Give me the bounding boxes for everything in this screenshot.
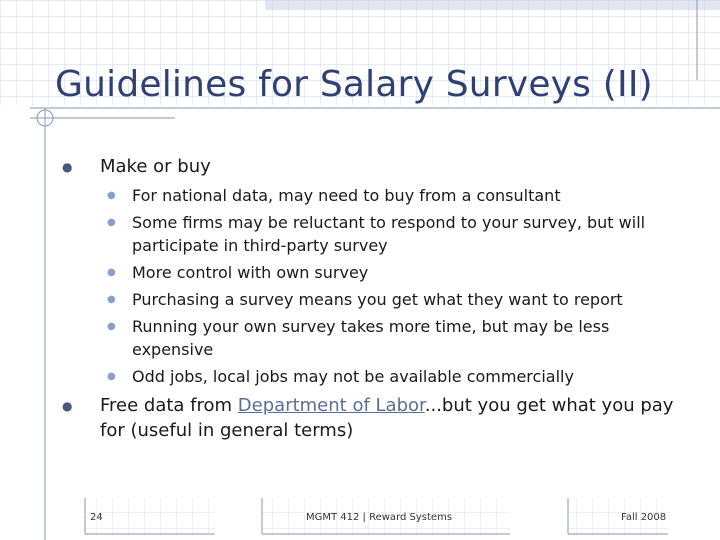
bullet-dot-icon: ● bbox=[62, 160, 73, 174]
department-of-labor-link[interactable]: Department of Labor bbox=[237, 395, 425, 416]
sub-bullet-text: More control with own survey bbox=[132, 263, 369, 282]
footer-course: MGMT 412 | Reward Systems bbox=[306, 512, 453, 523]
page-number: 24 bbox=[90, 512, 103, 523]
sub-bullet-dot-icon: ● bbox=[107, 294, 116, 305]
bullet-dot-icon: ● bbox=[62, 399, 73, 413]
sub-bullet-text: For national data, may need to buy from a consultant bbox=[132, 186, 561, 205]
bullet-text-after-link: ...but you get what you pay bbox=[424, 395, 674, 416]
sub-bullet-text: Some firms may be reluctant to respond to your survey, but will bbox=[132, 213, 646, 232]
sub-bullet-dot-icon: ● bbox=[107, 267, 116, 278]
slide-title: Guidelines for Salary Surveys (II) bbox=[55, 64, 653, 105]
bullet-label: Make or buy bbox=[100, 156, 211, 177]
sub-bullet-text: Running your own survey takes more time, but may be less bbox=[132, 317, 610, 336]
sub-bullet-text: expensive bbox=[132, 340, 214, 359]
sub-bullet-text: Purchasing a survey means you get what they want to report bbox=[132, 290, 623, 309]
sub-bullet-dot-icon: ● bbox=[107, 190, 116, 201]
footer-term: Fall 2008 bbox=[621, 512, 667, 523]
sub-bullet-text: participate in third-party survey bbox=[132, 236, 388, 255]
sub-bullet-dot-icon: ● bbox=[107, 371, 116, 382]
sub-bullet-dot-icon: ● bbox=[107, 217, 116, 228]
sub-bullet-dot-icon: ● bbox=[107, 321, 116, 332]
sub-bullet-text: Odd jobs, local jobs may not be available commercially bbox=[132, 367, 574, 386]
bullet-text bbox=[100, 395, 673, 417]
bullet-text: for (useful in general terms) bbox=[100, 420, 354, 441]
bullet-text-before-link: Free data from bbox=[100, 395, 238, 416]
